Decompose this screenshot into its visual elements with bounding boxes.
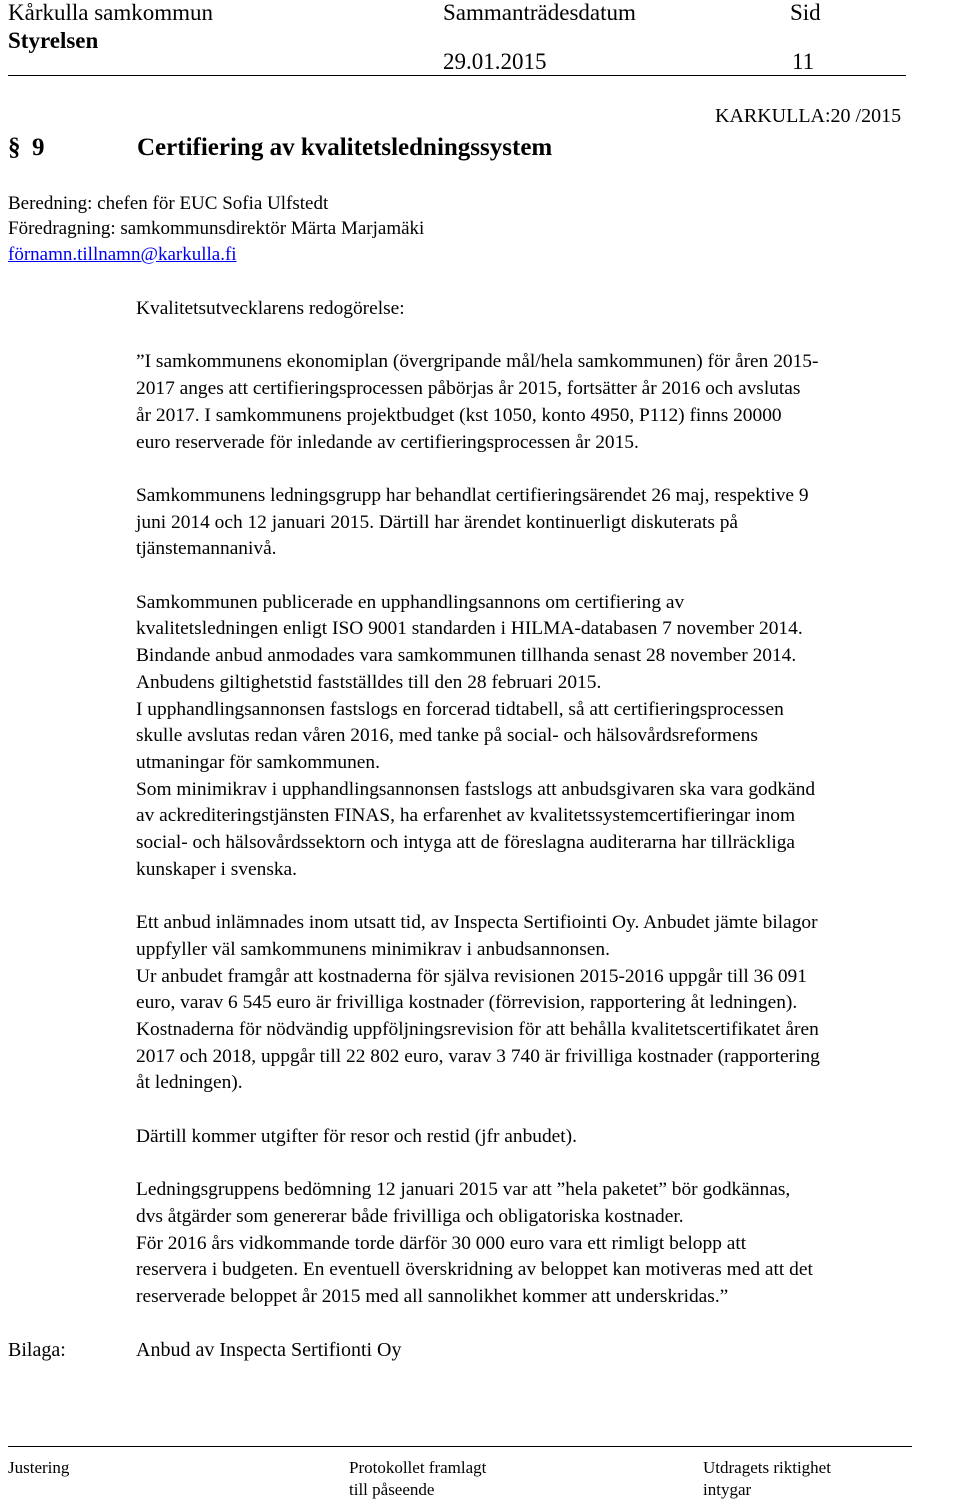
text-line: social- och hälsovårdssektorn och intyga att de föreslagna auditerarna har tillräckliga	[136, 832, 796, 854]
text-line: Ett anbud inlämnades inom utsatt tid, av Inspecta Sertifiointi Oy. Anbudet jämte bilagor	[136, 912, 818, 934]
paragraph-4	[136, 910, 960, 1097]
text-line: Samkommunen publicerade en upphandlingsannons om certifiering av	[136, 591, 685, 613]
page-number: 11	[792, 49, 815, 74]
paragraph-2	[136, 483, 960, 563]
body-heading: Kvalitetsutvecklarens redogörelse:	[136, 298, 405, 319]
paragraph-5	[136, 1124, 960, 1151]
text-line: euro reserverade för inledande av certifieringsprocessen år 2015.	[136, 431, 639, 453]
attachment-text: Anbud av Inspecta Sertifionti Oy	[136, 1339, 402, 1361]
document-body	[136, 296, 960, 1311]
text-line: kunskaper i svenska.	[136, 858, 298, 880]
footer-utdrag-line1: Utdragets riktighet	[703, 1458, 831, 1477]
text-line: I upphandlingsannonsen fastslogs en forcerad tidtabell, så att certifieringsprocessen	[136, 698, 784, 720]
text-line: reservera i budgeten. En eventuell överskridning av beloppet kan motiveras med att det	[136, 1259, 813, 1281]
footer-rule	[8, 1446, 912, 1447]
footer-justering: Justering	[8, 1458, 70, 1477]
date-label: Sammanträdesdatum	[443, 0, 636, 25]
paragraph-3	[136, 590, 960, 884]
text-line: euro, varav 6 545 euro är frivilliga kostnader (förrevision, rapportering åt ledningen).	[136, 992, 798, 1014]
text-line: kvalitetsledningen enligt ISO 9001 standarden i HILMA-databasen 7 november 2014.	[136, 618, 803, 640]
paragraph-1	[136, 349, 960, 456]
paragraph-6	[136, 1177, 960, 1311]
body-name: Styrelsen	[8, 28, 99, 53]
text-line: Bindande anbud anmodades vara samkommunen tillhanda senast 28 november 2014.	[136, 645, 797, 667]
section-symbol: §	[8, 134, 21, 161]
footer-protokoll-line2: till påseende	[349, 1480, 435, 1499]
text-line: Som minimikrav i upphandlingsannonsen fastslogs att anbudsgivaren ska vara godkänd	[136, 778, 816, 800]
text-line: dvs åtgärder som genererar både frivilliga och obligatoriska kostnader.	[136, 1205, 684, 1227]
meeting-date: 29.01.2015	[443, 49, 547, 74]
text-line: skulle avslutas redan våren 2016, med tanke på social- och hälsovårdsreformens	[136, 725, 758, 747]
section-title: Certifiering av kvalitetsledningssystem	[137, 134, 553, 161]
text-line: juni 2014 och 12 januari 2015. Därtill har ärendet kontinuerligt diskuterats på	[136, 511, 739, 533]
text-line: uppfyller väl samkommunens minimikrav i anbudsannonsen.	[136, 938, 610, 960]
presenter-line: Föredragning: samkommunsdirektör Märta Marjamäki	[8, 218, 425, 239]
text-line: Ur anbudet framgår att kostnaderna för själva revisionen 2015-2016 uppgår till 36 091	[136, 965, 807, 987]
text-line: Kostnaderna för nödvändig uppföljningsrevision för att behålla kvalitetscertifikatet åren	[136, 1018, 819, 1040]
email-link[interactable]: förnamn.tillnamn@karkulla.fi	[8, 244, 237, 265]
footer-utdrag-line2: intygar	[703, 1480, 752, 1499]
text-line: av ackrediteringstjänsten FINAS, ha erfarenhet av kvalitetssystemcertifieringar inom	[136, 805, 796, 827]
text-line: år 2017. I samkommunens projektbudget (kst 1050, konto 4950, P112) finns 20000	[136, 404, 782, 426]
text-line: tjänstemannanivå.	[136, 538, 277, 560]
text-line: åt ledningen).	[136, 1072, 243, 1094]
footer-protokoll-line1: Protokollet framlagt	[349, 1458, 487, 1477]
text-line: För 2016 års vidkommande torde därför 30 000 euro vara ett rimligt belopp att	[136, 1232, 747, 1254]
text-line: 2017 och 2018, uppgår till 22 802 euro, varav 3 740 är frivilliga kostnader (rapportering	[136, 1045, 820, 1067]
text-line: ”I samkommunens ekonomiplan (övergripande mål/hela samkommunen) för åren 2015-	[136, 351, 819, 373]
page-label: Sid	[790, 0, 821, 25]
text-line: 2017 anges att certifieringsprocessen påbörjas år 2015, fortsätter år 2016 och avslutas	[136, 378, 801, 400]
text-line: Samkommunens ledningsgrupp har behandlat certifieringsärendet 26 maj, respektive 9	[136, 484, 809, 506]
header-rule	[8, 75, 906, 76]
text-line: Anbudens giltighetstid fastställdes till den 28 februari 2015.	[136, 671, 602, 693]
attachment-label: Bilaga:	[8, 1339, 66, 1361]
org-name: Kårkulla samkommun	[8, 0, 214, 25]
text-line: utmaningar för samkommunen.	[136, 751, 380, 773]
text-line: Därtill kommer utgifter för resor och restid (jfr anbudet).	[136, 1125, 577, 1147]
case-reference: KARKULLA:20 /2015	[715, 105, 902, 127]
section-number: 9	[32, 134, 45, 161]
text-line: reserverade beloppet år 2015 med all sannolikhet kommer att underskridas.”	[136, 1285, 729, 1307]
text-line: Ledningsgruppens bedömning 12 januari 2015 var att ”hela paketet” bör godkännas,	[136, 1179, 791, 1201]
preparer-line: Beredning: chefen för EUC Sofia Ulfstedt	[8, 193, 329, 214]
